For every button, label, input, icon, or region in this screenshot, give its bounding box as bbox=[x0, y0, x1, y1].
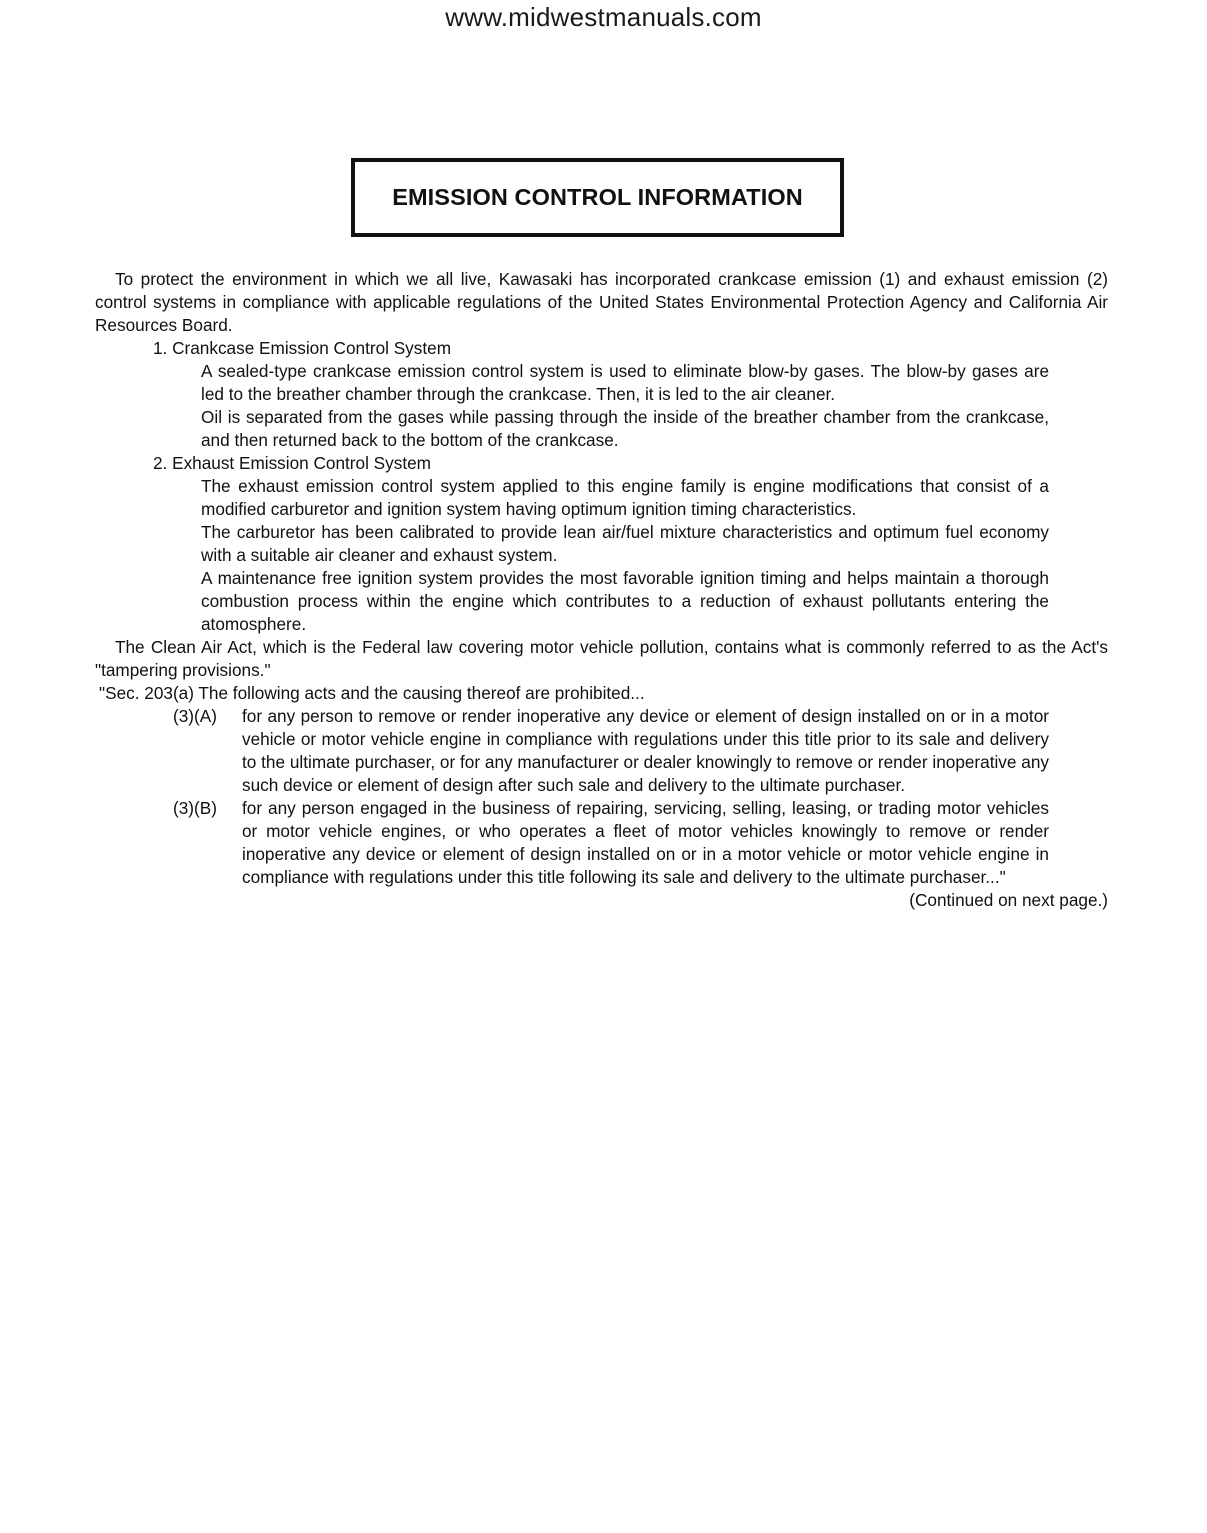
subsection-3b-text: for any person engaged in the business of repairing, servicing, selling, leasing, or trading motor vehicles or motor vehicle engines, or who operates a fleet of motor vehicles knowingly to remove or render inoperative any device or element of design installed on or in a motor vehicle or motor vehicle engine in compliance with regulations under this title following its sale and delivery to the ultimate purchaser..." bbox=[242, 798, 1049, 887]
item1-paragraph-1: A sealed-type crankcase emission control system is used to eliminate blow-by gases. The blow-by gases are led to the breather chamber through the crankcase. Then, it is led to the air cleaner. bbox=[201, 361, 1049, 404]
watermark-url: www.midwestmanuals.com bbox=[445, 2, 762, 32]
subsection-3a bbox=[173, 705, 1049, 797]
item2-paragraph-2: The carburetor has been calibrated to provide lean air/fuel mixture characteristics and optimum fuel economy with a suitable air cleaner and exhaust system. bbox=[201, 522, 1049, 565]
clean-air-paragraph: The Clean Air Act, which is the Federal law covering motor vehicle pollution, contains what is commonly referred to as the Act's "tampering provisions." bbox=[95, 637, 1108, 680]
item2-body bbox=[201, 475, 1049, 636]
subsection-3a-label: (3)(A) bbox=[173, 706, 217, 726]
intro-paragraph: To protect the environment in which we all live, Kawasaki has incorporated crankcase emission (1) and exhaust emission (2) control systems in compliance with applicable regulations of the United States Environmental Protection Agency and California Air Resources Board. bbox=[95, 269, 1108, 335]
section-203-intro: "Sec. 203(a) The following acts and the causing thereof are prohibited... bbox=[99, 683, 645, 703]
item1-body bbox=[201, 360, 1049, 452]
document-body bbox=[95, 268, 1108, 912]
item1-heading: 1. Crankcase Emission Control System bbox=[153, 338, 452, 358]
page-title: EMISSION CONTROL INFORMATION bbox=[392, 184, 803, 210]
item2-paragraph-1: The exhaust emission control system applied to this engine family is engine modifications that consist of a modified carburetor and ignition system having optimum ignition timing characteristics. bbox=[201, 476, 1049, 519]
item2-paragraph-3: A maintenance free ignition system provides the most favorable ignition timing and helps maintain a thorough combustion process within the engine which contributes to a reduction of exhaust pollutants entering the atomosphere. bbox=[201, 568, 1049, 634]
continued-note: (Continued on next page.) bbox=[909, 890, 1108, 910]
title-box bbox=[351, 158, 844, 237]
subsection-3a-text: for any person to remove or render inoperative any device or element of design installed on or in a motor vehicle or motor vehicle engine in compliance with regulations under this title prior to its sale and delivery to the ultimate purchaser, or for any manufacturer or dealer knowingly to remove or render inoperative any such device or element of design after such sale and delivery to the ultimate purchaser. bbox=[242, 706, 1049, 795]
subsection-3b-label: (3)(B) bbox=[173, 798, 217, 818]
item1-paragraph-2: Oil is separated from the gases while passing through the inside of the breather chamber from the crankcase, and then returned back to the bottom of the crankcase. bbox=[201, 407, 1049, 450]
subsection-3b bbox=[173, 797, 1049, 889]
item2-heading: 2. Exhaust Emission Control System bbox=[153, 453, 431, 473]
